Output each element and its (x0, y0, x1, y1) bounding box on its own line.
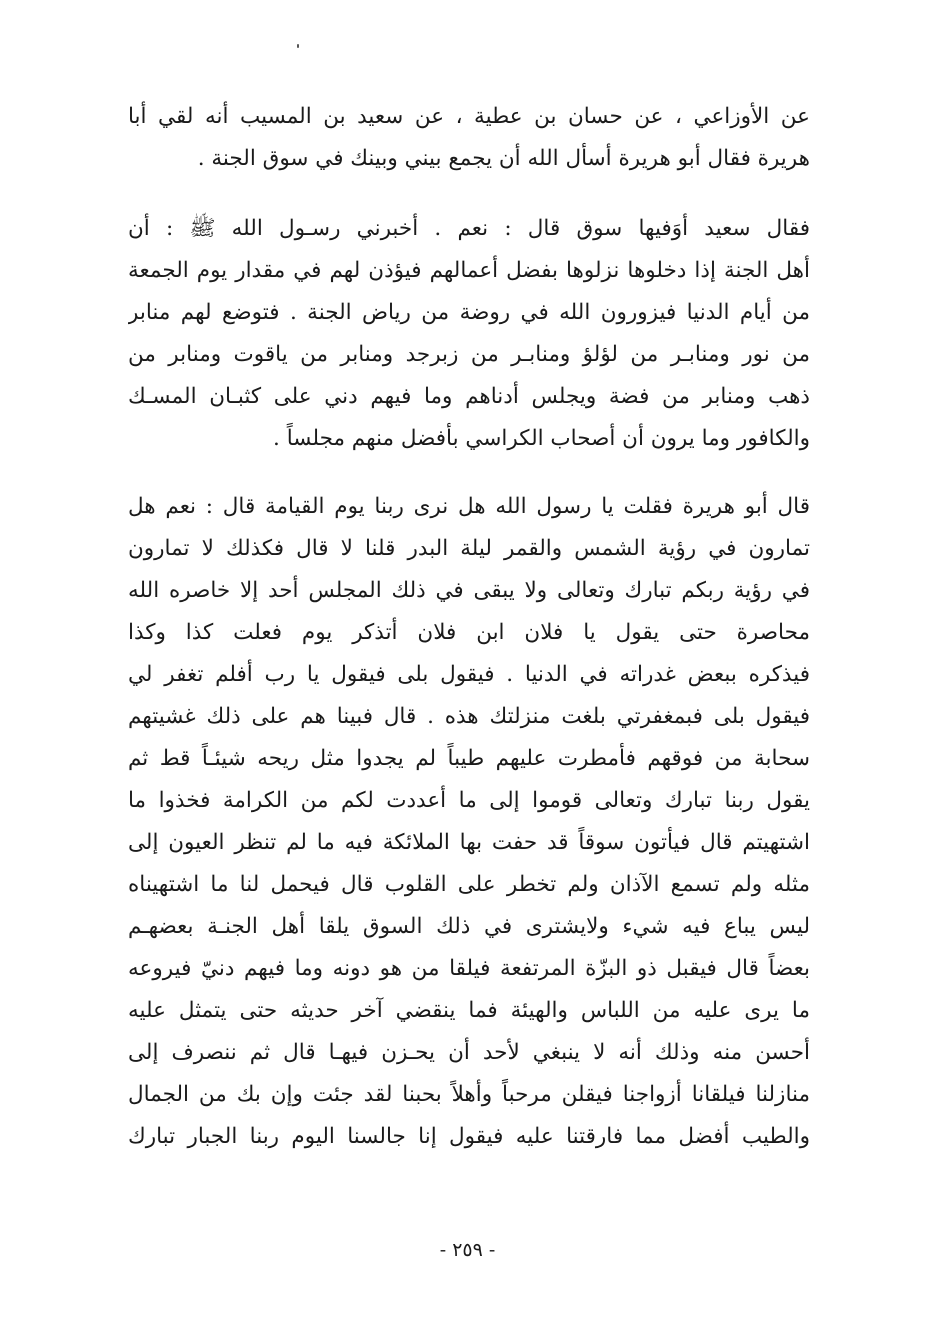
text-line: تمارون في رؤية الشمس والقمر ليلة البدر قلنا لا قال فكذلك لا تمارون (128, 536, 810, 561)
text-line: عن الأوزاعي ، عن حسان بن عطية ، عن سعيد بن المسيب أنه لقي أبا (128, 104, 810, 129)
paragraph-gap (128, 460, 810, 486)
text-line: سحابة من فوقهم فأمطرت عليهم طيباً لم يجدوا مثل ريحه شيئـاً قط ثم (128, 746, 810, 771)
paragraph-1 (128, 96, 810, 180)
text-line: بعضاً قال فيقبل ذو البزّة المرتفعة فيلقا من هو دونه وما فيهم دنيّ فيروعه (128, 956, 810, 981)
text-line: من أيام الدنيا فيزورون الله في روضة من رياض الجنة . فتوضع لهم منابر (128, 300, 810, 325)
text-line: ليس يباع فيه شيء ولايشترى في ذلك السوق يلقا أهل الجنـة بعضهـم (128, 914, 810, 939)
page-body (128, 96, 810, 1158)
text-line: منازلنا فيلقانا أزواجنا فيقلن مرحباً وأهلاً بحبنا لقد جئت وإن بك من الجمال (128, 1082, 810, 1107)
text-line: والكافور وما يرون أن أصحاب الكراسي بأفضل منهم مجلساً . (273, 426, 810, 451)
text-line: فقال سعيد أوَفيها سوق قال : نعم . أخبرني رسـول الله ﷺ : أن (128, 216, 810, 241)
text-line: فيقول بلى فبمغفرتي بلغت منزلتك هذه . قال فبينا هم على ذلك غشيتهم (128, 704, 810, 729)
text-line: والطيب أفضل مما فارقتنا عليه فيقول إنا جالسنا اليوم ربنا الجبار تبارك (128, 1124, 810, 1149)
text-line: قال أبو هريرة فقلت يا رسول الله هل نرى ربنا يوم القيامة قال : نعم هل (128, 494, 810, 519)
page-number: - ٢٥٩ - (439, 1239, 496, 1261)
text-line: ذهب ومنابر من فضة ويجلس أدناهم وما فيهم دني على كثبـان المسـك (128, 384, 810, 409)
text-line: هريرة فقال أبو هريرة أسأل الله أن يجمع بيني وبينك في سوق الجنة . (197, 146, 810, 171)
text-line: محاصرة حتى يقول يا فلان ابن فلان أتذكر يوم فعلت كذا وكذا (128, 620, 810, 645)
text-line: ما يرى عليه من اللباس والهيئة فما ينقضي آخر حديثه حتى يتمثل عليه (128, 998, 810, 1023)
text-line: اشتهيتم قال فيأتون سوقاً قد حفت بها الملائكة فيه ما لم تنظر العيون إلى (128, 830, 810, 855)
text-line: أحسن منه وذلك أنه لا ينبغي لأحد أن يحـزن فيهـا قال ثم ننصرف إلى (128, 1040, 810, 1065)
text-line: يقول ربنا تبارك وتعالى قوموا إلى ما أعددت لكم من الكرامة فخذوا ما (128, 788, 810, 813)
scan-speck (297, 44, 299, 48)
text-line: في رؤية ربكم تبارك وتعالى ولا يبقى في ذلك المجلس أحد إلا خاصره الله (128, 578, 810, 603)
text-line: من نور ومنابـر من لؤلؤ ومنابـر من زبرجد ومنابر من ياقوت ومنابر من (128, 342, 810, 367)
text-line: أهل الجنة إذا دخلوها نزلوها بفضل أعمالهم فيؤذن لهم في مقدار يوم الجمعة (128, 258, 810, 283)
text-line: مثله ولم تسمع الآذان ولم تخطر على القلوب قال فيحمل لنا ما اشتهيناه (128, 872, 810, 897)
paragraph-gap (128, 180, 810, 208)
paragraph-3 (128, 486, 810, 1158)
text-line: فيذكره ببعض غدراته في الدنيا . فيقول بلى فيقول يا رب أفلم تغفر لي (128, 662, 810, 687)
paragraph-2 (128, 208, 810, 460)
